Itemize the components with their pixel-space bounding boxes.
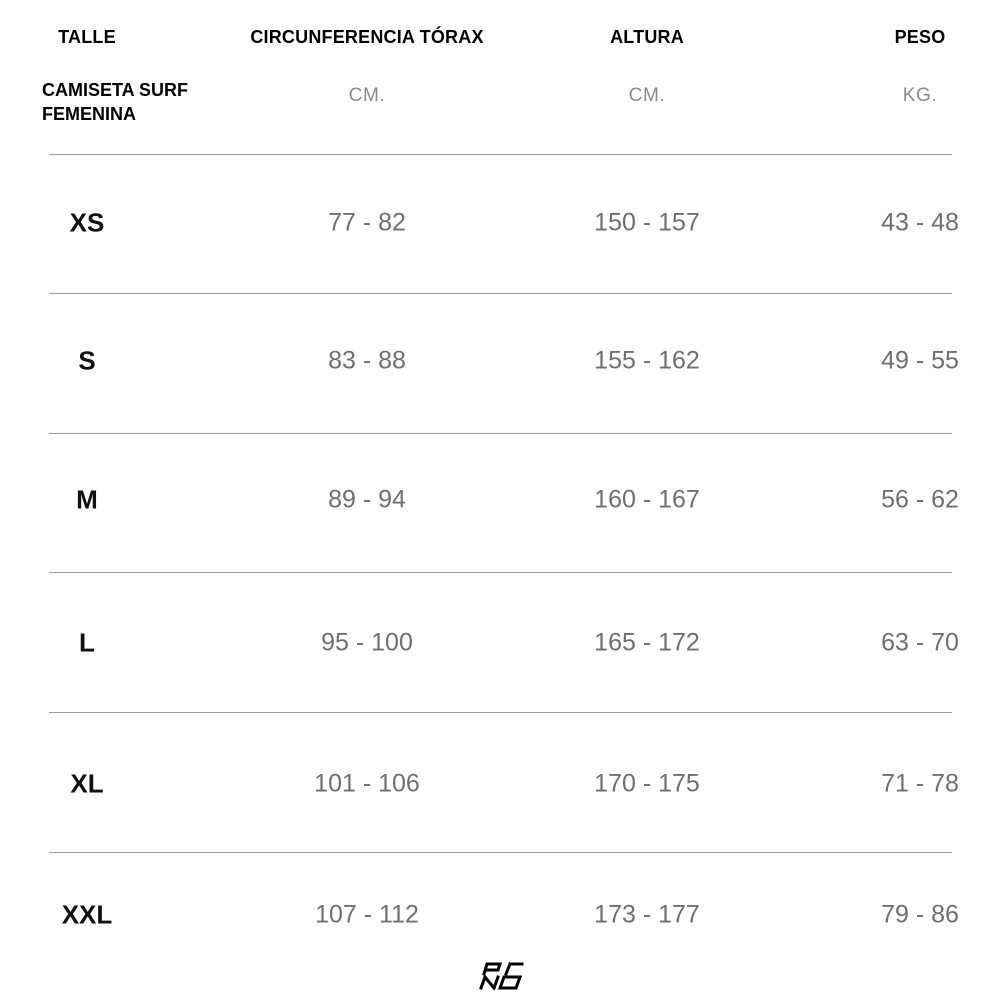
row-divider [49, 433, 952, 434]
row-height: 173 - 177 [594, 900, 700, 929]
product-name [42, 78, 188, 126]
row-weight: 43 - 48 [881, 208, 959, 237]
row-divider [49, 293, 952, 294]
header-height: ALTURA [610, 27, 684, 47]
unit-height: CM. [628, 85, 666, 106]
row-chest: 83 - 88 [328, 346, 406, 375]
row-size: L [79, 627, 95, 658]
row-chest: 77 - 82 [328, 208, 406, 237]
row-divider [49, 572, 952, 573]
unit-chest: CM. [348, 85, 386, 106]
unit-weight: KG. [902, 85, 938, 106]
header-chest: CIRCUNFERENCIA TÓRAX [250, 27, 484, 47]
row-height: 155 - 162 [594, 346, 700, 375]
brand-logo-mark [478, 962, 524, 990]
row-height: 150 - 157 [594, 208, 700, 237]
row-chest: 101 - 106 [314, 769, 420, 798]
row-size: XXL [61, 899, 113, 930]
row-divider [49, 852, 952, 853]
row-chest: 95 - 100 [321, 628, 413, 657]
row-weight: 63 - 70 [881, 628, 959, 657]
row-size: XL [70, 768, 104, 799]
row-divider [49, 154, 952, 155]
row-height: 165 - 172 [594, 628, 700, 657]
row-weight: 71 - 78 [881, 769, 959, 798]
row-weight: 79 - 86 [881, 900, 959, 929]
product-name-line2: FEMENINA [42, 104, 136, 124]
row-size: S [78, 345, 96, 376]
row-size: M [76, 484, 98, 515]
row-divider [49, 712, 952, 713]
row-height: 170 - 175 [594, 769, 700, 798]
row-size: XS [69, 207, 105, 238]
row-chest: 89 - 94 [328, 485, 406, 514]
row-weight: 56 - 62 [881, 485, 959, 514]
product-name-line1: CAMISETA SURF [42, 80, 188, 100]
brand-logo [478, 962, 524, 990]
header-weight: PESO [894, 27, 946, 47]
row-weight: 49 - 55 [881, 346, 959, 375]
row-chest: 107 - 112 [315, 900, 419, 929]
row-height: 160 - 167 [594, 485, 700, 514]
header-size: TALLE [58, 27, 116, 47]
